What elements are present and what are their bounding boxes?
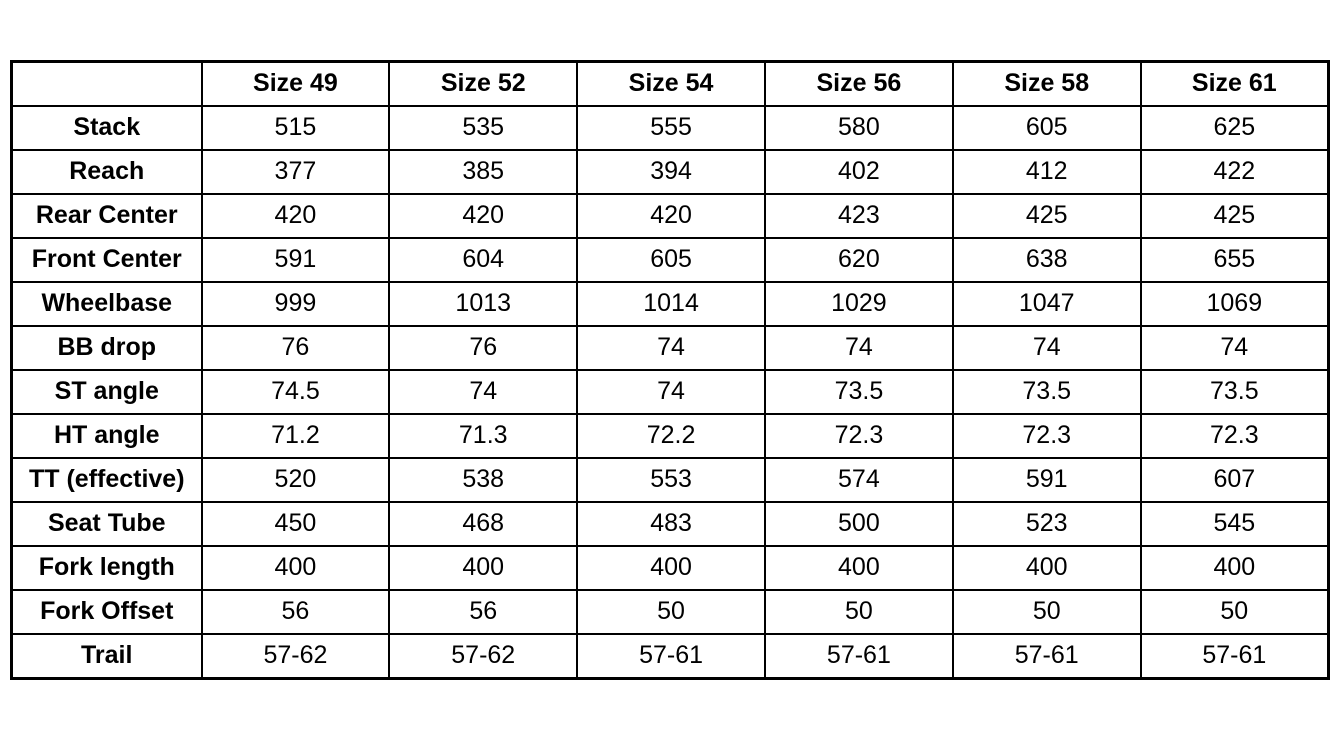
value-cell: 545	[1141, 502, 1329, 546]
geometry-table	[10, 60, 1330, 680]
value-cell: 638	[953, 238, 1141, 282]
value-cell: 1047	[953, 282, 1141, 326]
row-label: Fork length	[12, 546, 202, 590]
value-cell: 50	[1141, 590, 1329, 634]
table-row	[12, 546, 1329, 590]
table-row	[12, 194, 1329, 238]
value-cell: 71.3	[389, 414, 577, 458]
value-cell: 483	[577, 502, 765, 546]
value-cell: 574	[765, 458, 953, 502]
value-cell: 420	[202, 194, 390, 238]
value-cell: 73.5	[765, 370, 953, 414]
value-cell: 420	[577, 194, 765, 238]
value-cell: 400	[389, 546, 577, 590]
value-cell: 523	[953, 502, 1141, 546]
value-cell: 74	[389, 370, 577, 414]
value-cell: 76	[202, 326, 390, 370]
value-cell: 535	[389, 106, 577, 150]
row-label: Seat Tube	[12, 502, 202, 546]
value-cell: 72.3	[953, 414, 1141, 458]
row-label: BB drop	[12, 326, 202, 370]
size-column-header: Size 49	[202, 62, 390, 106]
row-label: Wheelbase	[12, 282, 202, 326]
table-row	[12, 502, 1329, 546]
row-label: Stack	[12, 106, 202, 150]
table-row	[12, 634, 1329, 678]
header-row	[12, 62, 1329, 106]
corner-cell	[12, 62, 202, 106]
value-cell: 422	[1141, 150, 1329, 194]
value-cell: 655	[1141, 238, 1329, 282]
value-cell: 50	[765, 590, 953, 634]
row-label: TT (effective)	[12, 458, 202, 502]
value-cell: 394	[577, 150, 765, 194]
value-cell: 607	[1141, 458, 1329, 502]
value-cell: 555	[577, 106, 765, 150]
value-cell: 400	[953, 546, 1141, 590]
value-cell: 72.2	[577, 414, 765, 458]
value-cell: 591	[202, 238, 390, 282]
table-row	[12, 106, 1329, 150]
value-cell: 1029	[765, 282, 953, 326]
value-cell: 400	[577, 546, 765, 590]
value-cell: 520	[202, 458, 390, 502]
value-cell: 412	[953, 150, 1141, 194]
value-cell: 515	[202, 106, 390, 150]
value-cell: 56	[389, 590, 577, 634]
geometry-table-container	[10, 60, 1330, 680]
row-label: ST angle	[12, 370, 202, 414]
value-cell: 377	[202, 150, 390, 194]
table-row	[12, 590, 1329, 634]
table-row	[12, 414, 1329, 458]
value-cell: 72.3	[1141, 414, 1329, 458]
table-row	[12, 326, 1329, 370]
value-cell: 71.2	[202, 414, 390, 458]
value-cell: 468	[389, 502, 577, 546]
value-cell: 553	[577, 458, 765, 502]
table-row	[12, 150, 1329, 194]
value-cell: 402	[765, 150, 953, 194]
size-column-header: Size 52	[389, 62, 577, 106]
value-cell: 74	[577, 370, 765, 414]
value-cell: 57-62	[389, 634, 577, 678]
value-cell: 999	[202, 282, 390, 326]
value-cell: 1069	[1141, 282, 1329, 326]
value-cell: 385	[389, 150, 577, 194]
value-cell: 72.3	[765, 414, 953, 458]
value-cell: 538	[389, 458, 577, 502]
value-cell: 605	[577, 238, 765, 282]
size-column-header: Size 61	[1141, 62, 1329, 106]
value-cell: 1013	[389, 282, 577, 326]
size-column-header: Size 54	[577, 62, 765, 106]
table-body	[12, 106, 1329, 679]
value-cell: 591	[953, 458, 1141, 502]
row-label: Front Center	[12, 238, 202, 282]
table-row	[12, 458, 1329, 502]
value-cell: 73.5	[1141, 370, 1329, 414]
row-label: Reach	[12, 150, 202, 194]
value-cell: 625	[1141, 106, 1329, 150]
value-cell: 425	[953, 194, 1141, 238]
value-cell: 74	[953, 326, 1141, 370]
size-column-header: Size 58	[953, 62, 1141, 106]
value-cell: 605	[953, 106, 1141, 150]
table-row	[12, 370, 1329, 414]
value-cell: 1014	[577, 282, 765, 326]
row-label: Trail	[12, 634, 202, 678]
value-cell: 57-62	[202, 634, 390, 678]
size-column-header: Size 56	[765, 62, 953, 106]
value-cell: 74	[577, 326, 765, 370]
value-cell: 400	[202, 546, 390, 590]
value-cell: 604	[389, 238, 577, 282]
value-cell: 74	[765, 326, 953, 370]
value-cell: 56	[202, 590, 390, 634]
value-cell: 57-61	[953, 634, 1141, 678]
value-cell: 74.5	[202, 370, 390, 414]
value-cell: 400	[1141, 546, 1329, 590]
row-label: Rear Center	[12, 194, 202, 238]
value-cell: 580	[765, 106, 953, 150]
value-cell: 50	[577, 590, 765, 634]
value-cell: 620	[765, 238, 953, 282]
value-cell: 400	[765, 546, 953, 590]
value-cell: 76	[389, 326, 577, 370]
value-cell: 73.5	[953, 370, 1141, 414]
value-cell: 50	[953, 590, 1141, 634]
value-cell: 57-61	[765, 634, 953, 678]
table-row	[12, 238, 1329, 282]
value-cell: 500	[765, 502, 953, 546]
value-cell: 57-61	[1141, 634, 1329, 678]
table-header	[12, 62, 1329, 106]
value-cell: 423	[765, 194, 953, 238]
value-cell: 425	[1141, 194, 1329, 238]
value-cell: 450	[202, 502, 390, 546]
table-row	[12, 282, 1329, 326]
row-label: HT angle	[12, 414, 202, 458]
value-cell: 74	[1141, 326, 1329, 370]
row-label: Fork Offset	[12, 590, 202, 634]
value-cell: 420	[389, 194, 577, 238]
value-cell: 57-61	[577, 634, 765, 678]
